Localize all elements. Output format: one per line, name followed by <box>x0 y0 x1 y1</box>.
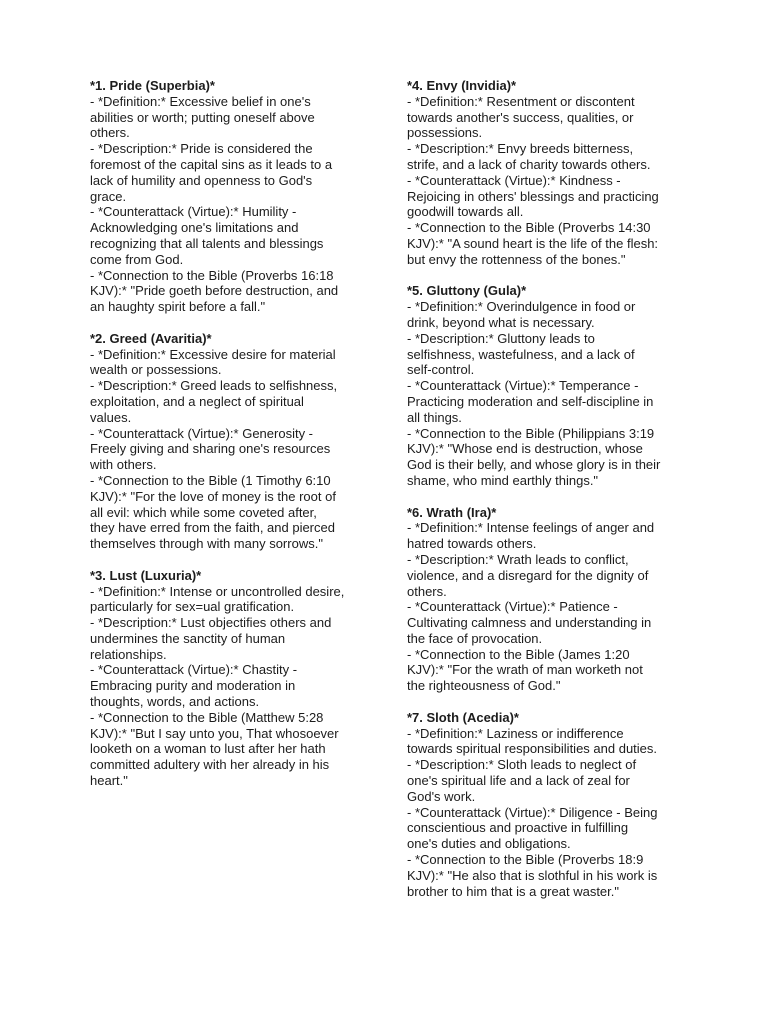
bible-connection-line: shame, who mind earthly things." <box>407 472 599 488</box>
counterattack-line: with others. <box>90 457 157 473</box>
definition-line: hatred towards others. <box>407 536 537 552</box>
bible-connection-line: KJV):* "For the wrath of man worketh not <box>407 662 643 678</box>
sloth-bible-connection <box>407 852 697 899</box>
lust-counterattack <box>90 662 380 709</box>
definition-line: - *Definition:* Excessive desire for material <box>90 346 336 362</box>
wrath-heading: *6. Wrath (Ira)* <box>407 504 497 520</box>
wrath-description <box>407 552 697 599</box>
section-wrath <box>407 505 697 695</box>
bible-connection-line: the righteousness of God." <box>407 678 561 694</box>
bible-connection-line: - *Connection to the Bible (Proverbs 14:30 <box>407 220 651 236</box>
definition-line: towards another's success, qualities, or <box>407 109 634 125</box>
description-line: lack of humility and openness to God's <box>90 172 313 188</box>
counterattack-line: conscientious and proactive in fulfilling <box>407 820 629 836</box>
counterattack-line: come from God. <box>90 251 184 267</box>
pride-heading: *1. Pride (Superbia)* <box>90 78 215 93</box>
bible-connection-line: - *Connection to the Bible (1 Timothy 6:10 <box>90 472 331 488</box>
section-envy <box>407 78 697 268</box>
definition-line: possessions. <box>407 125 483 141</box>
description-line: - *Description:* Sloth leads to neglect of <box>407 757 637 773</box>
counterattack-line: - *Counterattack (Virtue):* Humility - <box>90 204 297 220</box>
bible-connection-line: KJV):* "Pride goeth before destruction, and <box>90 283 339 299</box>
description-line: - *Description:* Greed leads to selfishness, <box>90 378 338 394</box>
counterattack-line: - *Counterattack (Virtue):* Kindness - <box>407 172 621 188</box>
counterattack-line: Acknowledging one's limitations and <box>90 220 299 236</box>
bible-connection-line: KJV):* "But I say unto you, That whosoever <box>90 725 339 741</box>
bible-connection-line: themselves through with many sorrows." <box>90 536 323 552</box>
pride-counterattack <box>90 204 380 267</box>
bible-connection-line: they have erred from the faith, and pierced <box>90 520 335 536</box>
counterattack-line: Embracing purity and moderation in <box>90 678 296 694</box>
bible-connection-line: God is their belly, and whose glory is in their <box>407 457 661 473</box>
description-line: - *Description:* Lust objectifies others and <box>90 615 332 631</box>
counterattack-line: - *Counterattack (Virtue):* Chastity - <box>90 662 298 678</box>
description-line: others. <box>407 583 447 599</box>
section-sloth <box>407 710 697 900</box>
description-line: values. <box>90 409 132 425</box>
description-line: one's spiritual life and a lack of zeal for <box>407 773 630 789</box>
definition-line: towards spiritual responsibilities and duties. <box>407 741 658 757</box>
definition-line: - *Definition:* Resentment or discontent <box>407 93 635 109</box>
description-line: violence, and a disregard for the dignity of <box>407 567 649 583</box>
bible-connection-line: all evil: which while some coveted after, <box>90 504 317 520</box>
pride-definition <box>90 94 380 141</box>
lust-definition <box>90 584 380 616</box>
bible-connection-line: KJV):* "A sound heart is the life of the flesh: <box>407 235 659 251</box>
description-line: - *Description:* Wrath leads to conflict, <box>407 551 629 567</box>
counterattack-line: Practicing moderation and self-discipline in <box>407 393 654 409</box>
bible-connection-line: - *Connection to the Bible (Proverbs 18:9 <box>407 852 644 868</box>
bible-connection-line: - *Connection to the Bible (Philippians 3:19 <box>407 425 655 441</box>
section-gluttony <box>407 283 697 488</box>
bible-connection-line: KJV):* "Whose end is destruction, whose <box>407 441 643 457</box>
bible-connection-line: committed adultery with her already in his <box>90 757 330 773</box>
description-line: foremost of the capital sins as it leads to a <box>90 156 333 172</box>
bible-connection-line: KJV):* "For the love of money is the root of <box>90 488 336 504</box>
lust-heading: *3. Lust (Luxuria)* <box>90 567 202 583</box>
gluttony-description <box>407 331 697 378</box>
section-greed <box>90 331 380 552</box>
bible-connection-line: an haughty spirit before a fall." <box>90 299 266 315</box>
definition-line: - *Definition:* Intense or uncontrolled desire, <box>90 583 345 599</box>
counterattack-line: the face of provocation. <box>407 630 543 646</box>
left-column <box>90 78 380 805</box>
definition-line: abilities or worth; putting oneself above <box>90 109 315 125</box>
counterattack-line: thoughts, words, and actions. <box>90 694 260 710</box>
sloth-heading: *7. Sloth (Acedia)* <box>407 709 519 725</box>
greed-definition <box>90 347 380 379</box>
definition-line: - *Definition:* Laziness or indifference <box>407 725 624 741</box>
section-pride <box>90 78 380 315</box>
wrath-definition <box>407 520 697 552</box>
bible-connection-line: but envy the rottenness of the bones." <box>407 251 626 267</box>
counterattack-line: - *Counterattack (Virtue):* Temperance - <box>407 378 639 394</box>
description-line: strife, and a lack of charity towards others. <box>407 156 651 172</box>
definition-line: wealth or possessions. <box>90 362 222 378</box>
description-line: exploitation, and a neglect of spiritual <box>90 393 304 409</box>
description-line: selfishness, wastefulness, and a lack of <box>407 346 635 362</box>
definition-line: - *Definition:* Excessive belief in one's <box>90 93 311 109</box>
counterattack-line: Rejoicing in others' blessings and practicing <box>407 188 659 204</box>
sloth-description <box>407 757 697 804</box>
counterattack-line: - *Counterattack (Virtue):* Patience - <box>407 599 618 615</box>
description-line: - *Description:* Envy breeds bitterness, <box>407 141 634 157</box>
definition-line: particularly for sex=ual gratification. <box>90 599 295 615</box>
description-line: grace. <box>90 188 127 204</box>
counterattack-line: all things. <box>407 409 462 425</box>
bible-connection-line: looketh on a woman to lust after her hath <box>90 741 326 757</box>
section-lust <box>90 568 380 789</box>
pride-bible-connection <box>90 268 380 315</box>
bible-connection-line: brother to him that is a great waster." <box>407 883 619 899</box>
right-column <box>407 78 697 915</box>
counterattack-line: recognizing that all talents and blessings <box>90 235 324 251</box>
envy-bible-connection <box>407 220 697 267</box>
definition-line: others. <box>90 125 130 141</box>
gluttony-heading: *5. Gluttony (Gula)* <box>407 283 527 299</box>
definition-line: - *Definition:* Overindulgence in food or <box>407 299 636 315</box>
envy-counterattack <box>407 173 697 220</box>
sloth-counterattack <box>407 805 697 852</box>
description-line: - *Description:* Pride is considered the <box>90 141 313 157</box>
gluttony-definition <box>407 299 697 331</box>
bible-connection-line: - *Connection to the Bible (Proverbs 16:18 <box>90 267 334 283</box>
definition-line: drink, beyond what is necessary. <box>407 314 595 330</box>
counterattack-line: - *Counterattack (Virtue):* Diligence - Being <box>407 804 658 820</box>
bible-connection-line: heart." <box>90 773 128 789</box>
description-line: self-control. <box>407 362 475 378</box>
description-line: undermines the sanctity of human <box>90 630 286 646</box>
description-line: God's work. <box>407 788 476 804</box>
definition-line: - *Definition:* Intense feelings of anger and <box>407 520 655 536</box>
counterattack-line: goodwill towards all. <box>407 204 524 220</box>
greed-counterattack <box>90 426 380 473</box>
description-line: relationships. <box>90 646 167 662</box>
counterattack-line: Freely giving and sharing one's resources <box>90 441 331 457</box>
sloth-definition <box>407 726 697 758</box>
wrath-bible-connection <box>407 647 697 694</box>
bible-connection-line: KJV):* "He also that is slothful in his work is <box>407 867 658 883</box>
bible-connection-line: - *Connection to the Bible (Matthew 5:28 <box>90 709 324 725</box>
greed-description <box>90 378 380 425</box>
description-line: - *Description:* Gluttony leads to <box>407 330 595 346</box>
greed-heading: *2. Greed (Avaritia)* <box>90 330 212 346</box>
envy-definition <box>407 94 697 141</box>
envy-description <box>407 141 697 173</box>
gluttony-bible-connection <box>407 426 697 489</box>
counterattack-line: - *Counterattack (Virtue):* Generosity - <box>90 425 314 441</box>
wrath-counterattack <box>407 599 697 646</box>
greed-bible-connection <box>90 473 380 552</box>
bible-connection-line: - *Connection to the Bible (James 1:20 <box>407 646 630 662</box>
pride-description <box>90 141 380 204</box>
counterattack-line: one's duties and obligations. <box>407 836 571 852</box>
gluttony-counterattack <box>407 378 697 425</box>
counterattack-line: Cultivating calmness and understanding in <box>407 615 652 631</box>
lust-description <box>90 615 380 662</box>
lust-bible-connection <box>90 710 380 789</box>
envy-heading: *4. Envy (Invidia)* <box>407 78 517 93</box>
